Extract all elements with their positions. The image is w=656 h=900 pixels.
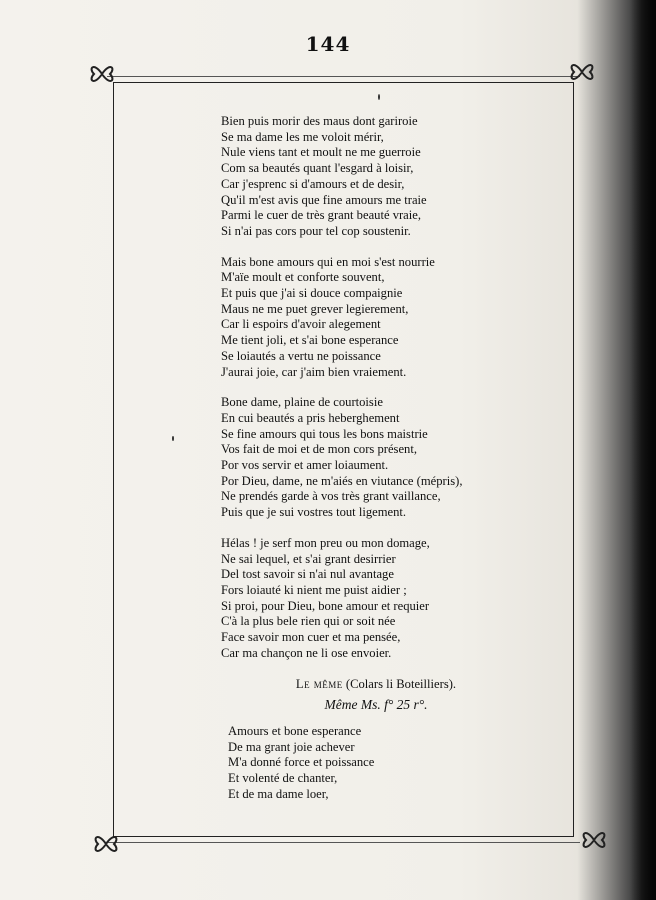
poem-line: En cui beautés a pris heberghement (221, 410, 400, 425)
corner-ornament-icon (580, 826, 608, 854)
poem-line: Del tost savoir si n'ai nul avantage (221, 567, 394, 582)
poem-line: Fors loiauté ki nient me puist aidier ; (221, 582, 407, 597)
page-number: 144 (305, 32, 351, 56)
heading-author: (Colars li Boteilliers). (342, 677, 457, 691)
poem-line: Se ma dame les me voloit mérir, (221, 129, 384, 144)
poem-line: Ne sai lequel, et s'ai grant desirrier (221, 551, 396, 566)
poem-line: Et volenté de chanter, (228, 771, 338, 786)
ink-speck (172, 436, 174, 441)
ink-speck (378, 94, 380, 100)
poem-line: Si proi, pour Dieu, bone amour et requier (221, 598, 430, 613)
poem-line: Me tient joli, et s'ai bone esperance (221, 333, 399, 348)
poem-line: Amours et bone esperance (228, 724, 362, 738)
poem-line: Et de ma dame loer, (228, 786, 329, 801)
corner-ornament-icon (568, 58, 596, 86)
poem-line: Bone dame, plaine de courtoisie (221, 395, 383, 410)
poem-line: Si n'ai pas cors pour tel cop soustenir. (221, 223, 411, 238)
poem-stanza (221, 536, 551, 662)
poem-line: Puis que je sui vostres tout ligement. (221, 505, 407, 520)
poem-stanza-final (228, 724, 528, 803)
poem-line: Com sa beautés quant l'esgard à loisir, (221, 161, 414, 176)
poem-line: Car li espoirs d'avoir alegement (221, 317, 381, 332)
poem-line: Face savoir mon cuer et ma pensée, (221, 630, 401, 645)
poem-line: Mais bone amours qui en moi s'est nourrie (221, 254, 435, 269)
poem-line: Nule viens tant et moult ne me guerroie (221, 145, 421, 160)
poem-line: Se loiautés a vertu ne poissance (221, 348, 381, 363)
poem-line: De ma grant joie achever (228, 739, 355, 754)
poem-line: Hélas ! je serf mon preu ou mon domage, (221, 535, 430, 550)
poem-line: Por Dieu, dame, ne m'aiés en viutance (mépris), (221, 473, 463, 488)
poem-body (221, 114, 551, 676)
gutter-shadow (630, 0, 656, 900)
poem-line: Se fine amours qui tous les bons maistrie (221, 426, 428, 441)
corner-ornament-icon (92, 830, 120, 858)
poem-line: Qu'il m'est avis que fine amours me traie (221, 192, 427, 207)
poem-stanza (221, 255, 551, 381)
poem-line: Bien puis morir des maus dont gariroie (221, 114, 418, 128)
poem-line: M'a donné force et poissance (228, 755, 375, 770)
poem-line: Parmi le cuer de très grant beauté vraie, (221, 208, 422, 223)
manuscript-reference: Même Ms. f° 25 r°. (324, 697, 428, 712)
poem-line: Car j'esprenc si d'amours et de desir, (221, 176, 405, 191)
heading-small-caps: Le même (295, 677, 343, 691)
poem-line: Car ma chançon ne li ose envoier. (221, 645, 392, 660)
poem-line: Et puis que j'ai si douce compaignie (221, 286, 403, 301)
poem-line: Ne prendés garde à vos très grant vaillance, (221, 489, 441, 504)
corner-ornament-icon (88, 60, 116, 88)
poem-line: J'aurai joie, car j'aim bien vraiement. (221, 364, 407, 379)
poem-stanza (221, 395, 551, 521)
poem-line: Por vos servir et amer loiaument. (221, 458, 389, 473)
poem-line: M'aïe moult et conforte souvent, (221, 270, 385, 285)
poem-line: Maus ne me puet grever legierement, (221, 301, 409, 316)
poem-stanza (221, 114, 551, 240)
poem-line: Vos fait de moi et de mon cors présent, (221, 442, 417, 457)
section-heading (0, 677, 656, 692)
poem-line: C'à la plus bele rien qui or soit née (221, 614, 396, 629)
